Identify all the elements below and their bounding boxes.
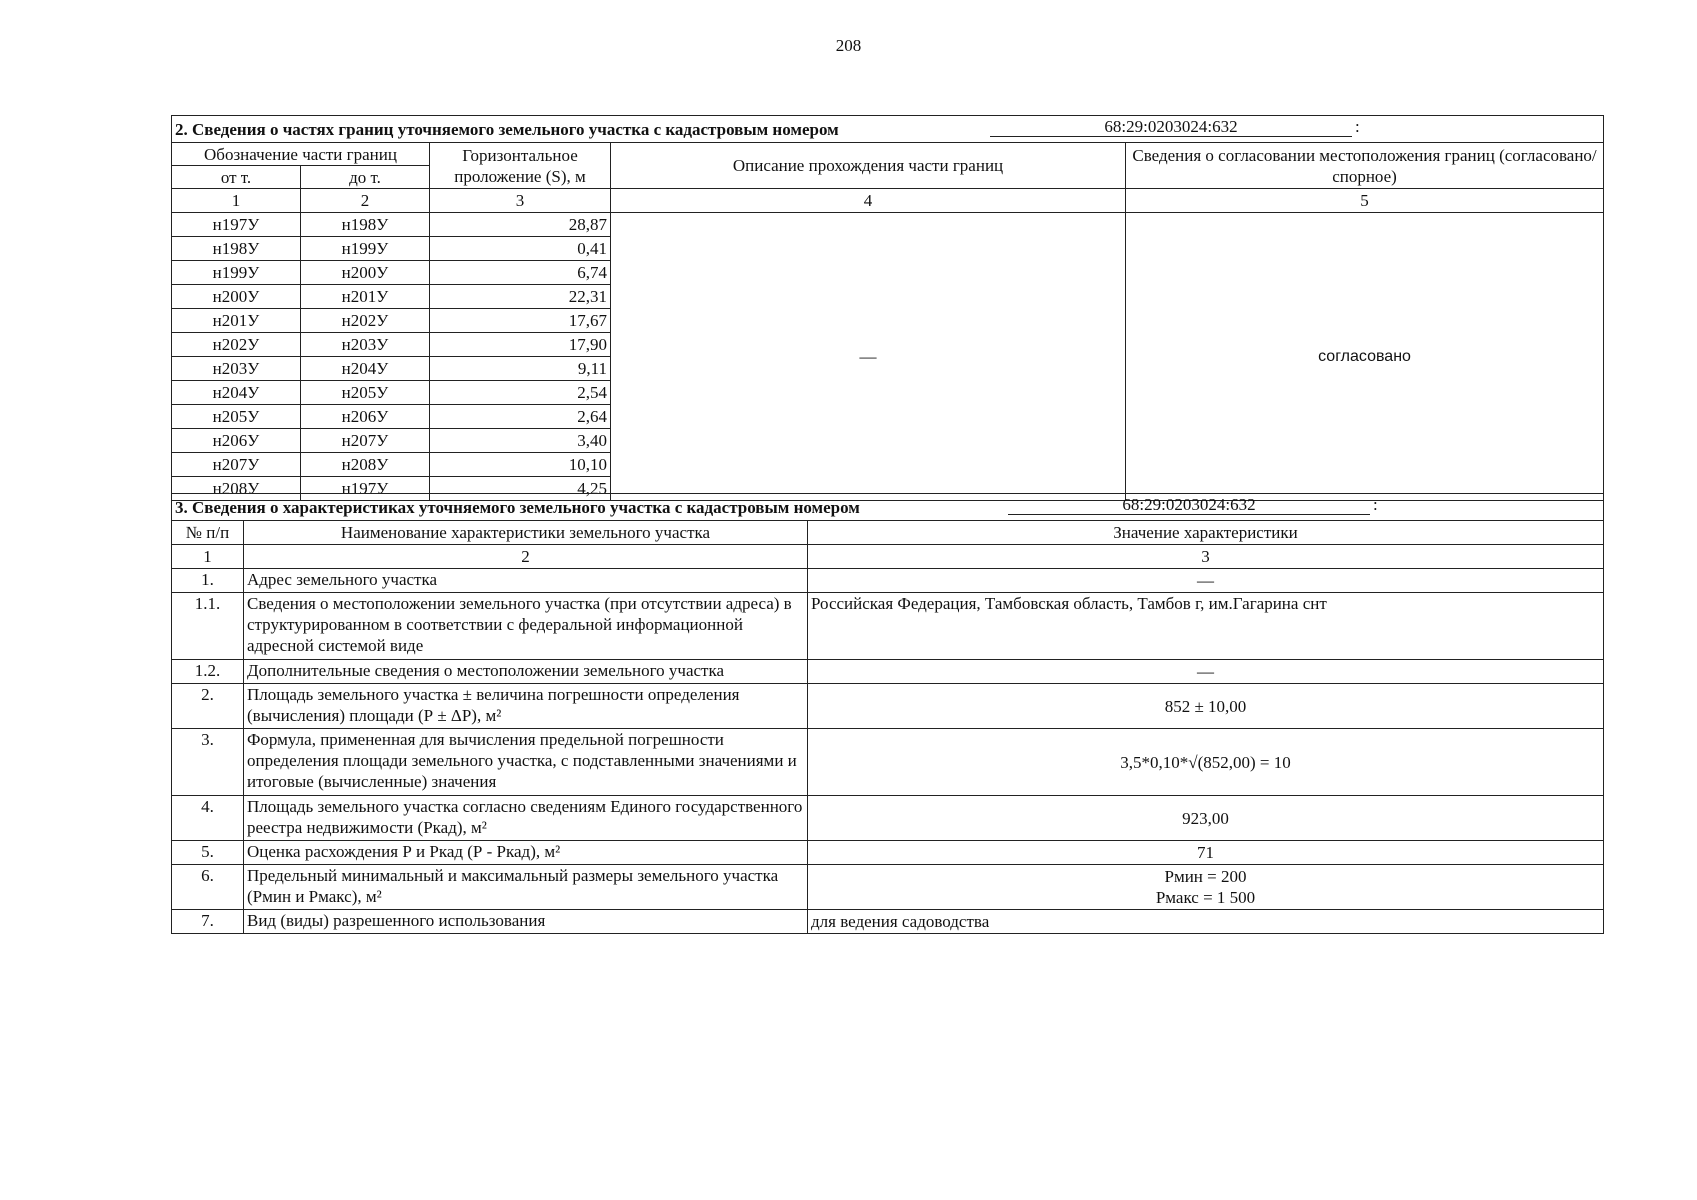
agreement-value: согласовано <box>1126 213 1604 501</box>
boundary-parts-table <box>171 115 1604 501</box>
table-row <box>172 213 1604 237</box>
horizontal-distance: 2,54 <box>430 381 611 405</box>
col-number-3: 3 <box>808 545 1604 569</box>
row-number: 5. <box>172 841 244 865</box>
table-row <box>172 796 1604 841</box>
description-header: Описание прохождения части границ <box>611 143 1126 189</box>
section3-cadastral-number: 68:29:0203024:632 <box>1008 494 1370 515</box>
row-value <box>808 865 1604 910</box>
table-row <box>172 569 1604 593</box>
point-to: н204У <box>301 357 430 381</box>
to-header: до т. <box>301 166 430 189</box>
point-to: н197У <box>301 477 430 501</box>
row-value: 71 <box>808 841 1604 865</box>
col-number-1: 1 <box>172 189 301 213</box>
col-number-3: 3 <box>430 189 611 213</box>
from-header: от т. <box>172 166 301 189</box>
section2-title: 2. Сведения о частях границ уточняемого земельного участка с кадастровым номером <box>175 119 839 139</box>
row-number: 2. <box>172 684 244 729</box>
row-number: 1. <box>172 569 244 593</box>
point-to: н202У <box>301 309 430 333</box>
row-number: 1.2. <box>172 660 244 684</box>
table-row <box>172 660 1604 684</box>
point-from: н208У <box>172 477 301 501</box>
col-number-5: 5 <box>1126 189 1604 213</box>
col-number-1: 1 <box>172 545 244 569</box>
point-from: н197У <box>172 213 301 237</box>
row-value: — <box>808 660 1604 684</box>
row-name: Адрес земельного участка <box>244 569 808 593</box>
horizontal-distance: 4,25 <box>430 477 611 501</box>
designation-header: Обозначение части границ <box>172 143 430 166</box>
horizontal-distance: 6,74 <box>430 261 611 285</box>
horizontal-header: Горизонтальное проложение (S), м <box>430 143 611 189</box>
p-max-value: Рмакс = 1 500 <box>1155 888 1256 907</box>
table-row <box>172 593 1604 660</box>
row-number: 1.1. <box>172 593 244 660</box>
row-number: 7. <box>172 910 244 934</box>
p-min-value: Рмин = 200 <box>1164 867 1247 886</box>
row-name: Формула, примененная для вычисления предельной погрешности определения площади земельного участка, с подставленными значениями и итоговые (вычисленные) значения <box>244 729 808 796</box>
num-header: № п/п <box>172 521 244 545</box>
row-name: Площадь земельного участка согласно сведениям Единого государственного реестра недвижимости (Ркад), м² <box>244 796 808 841</box>
section3-title: 3. Сведения о характеристиках уточняемого земельного участка с кадастровым номером <box>175 497 860 517</box>
point-from: н205У <box>172 405 301 429</box>
point-from: н198У <box>172 237 301 261</box>
point-from: н201У <box>172 309 301 333</box>
row-number: 6. <box>172 865 244 910</box>
row-name: Дополнительные сведения о местоположении земельного участка <box>244 660 808 684</box>
point-from: н199У <box>172 261 301 285</box>
horizontal-distance: 17,90 <box>430 333 611 357</box>
row-number: 4. <box>172 796 244 841</box>
point-to: н203У <box>301 333 430 357</box>
agreement-header: Сведения о согласовании местоположения границ (согласовано/спорное) <box>1126 143 1604 189</box>
section2-colon: : <box>1355 117 1360 136</box>
point-to: н207У <box>301 429 430 453</box>
point-to: н201У <box>301 285 430 309</box>
row-name: Площадь земельного участка ± величина погрешности определения (вычисления) площади (Р ± ΔР), м² <box>244 684 808 729</box>
page-number: 208 <box>835 36 862 55</box>
point-to: н208У <box>301 453 430 477</box>
section3-colon: : <box>1373 495 1378 514</box>
col-number-2: 2 <box>301 189 430 213</box>
section2-header <box>172 116 1604 143</box>
table-row <box>172 865 1604 910</box>
point-from: н202У <box>172 333 301 357</box>
horizontal-distance: 17,67 <box>430 309 611 333</box>
point-from: н206У <box>172 429 301 453</box>
section2-cadastral-number: 68:29:0203024:632 <box>990 116 1352 137</box>
point-to: н205У <box>301 381 430 405</box>
point-to: н198У <box>301 213 430 237</box>
section3-header <box>172 494 1604 521</box>
row-name: Оценка расхождения Р и Ркад (Р - Ркад), м² <box>244 841 808 865</box>
col-number-4: 4 <box>611 189 1126 213</box>
horizontal-distance: 28,87 <box>430 213 611 237</box>
horizontal-distance: 2,64 <box>430 405 611 429</box>
col-number-2: 2 <box>244 545 808 569</box>
row-value: 923,00 <box>808 796 1604 841</box>
point-to: н200У <box>301 261 430 285</box>
row-value: — <box>808 569 1604 593</box>
point-from: н204У <box>172 381 301 405</box>
description-value: — <box>611 213 1126 501</box>
row-name: Предельный минимальный и максимальный размеры земельного участка (Рмин и Рмакс), м² <box>244 865 808 910</box>
value-header: Значение характеристики <box>808 521 1604 545</box>
table-row <box>172 910 1604 934</box>
horizontal-distance: 0,41 <box>430 237 611 261</box>
point-to: н199У <box>301 237 430 261</box>
horizontal-distance: 3,40 <box>430 429 611 453</box>
row-value: Российская Федерация, Тамбовская область, Тамбов г, им.Гагарина снт <box>808 593 1604 660</box>
characteristics-table <box>171 493 1604 934</box>
row-name: Вид (виды) разрешенного использования <box>244 910 808 934</box>
point-from: н207У <box>172 453 301 477</box>
horizontal-distance: 9,11 <box>430 357 611 381</box>
horizontal-distance: 10,10 <box>430 453 611 477</box>
horizontal-distance: 22,31 <box>430 285 611 309</box>
table-row <box>172 684 1604 729</box>
row-value: для ведения садоводства <box>808 910 1604 934</box>
row-value: 852 ± 10,00 <box>808 684 1604 729</box>
table-row <box>172 729 1604 796</box>
point-to: н206У <box>301 405 430 429</box>
point-from: н203У <box>172 357 301 381</box>
table-row <box>172 841 1604 865</box>
point-from: н200У <box>172 285 301 309</box>
name-header: Наименование характеристики земельного участка <box>244 521 808 545</box>
row-name: Сведения о местоположении земельного участка (при отсутствии адреса) в структурированном в соответствии с федеральной информационной адресной системой виде <box>244 593 808 660</box>
row-value: 3,5*0,10*√(852,00) = 10 <box>808 729 1604 796</box>
row-number: 3. <box>172 729 244 796</box>
